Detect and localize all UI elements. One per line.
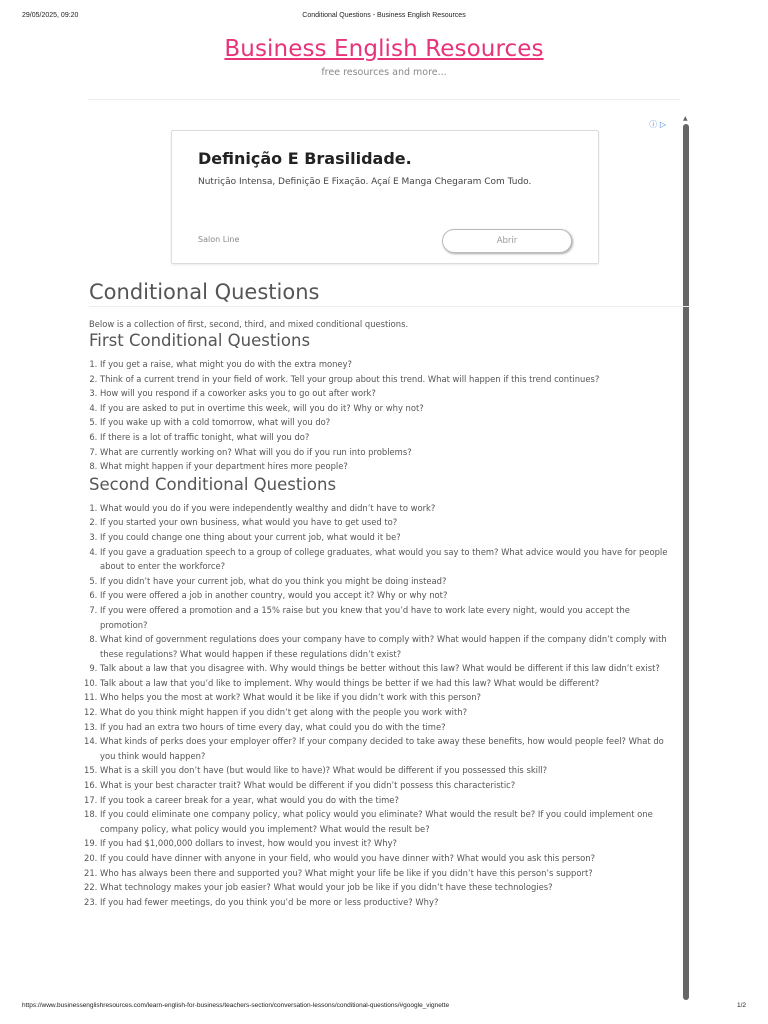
list-item: 18. If you could eliminate one company policy, what policy would you eliminate? What would the result be? If you could implement one company policy, what policy would you implement? What would the result be? <box>100 807 679 836</box>
list-item: 2. Think of a current trend in your field of work. Tell your group about this trend. What will happen if this trend continues? <box>100 372 679 387</box>
list-item: 14. What kinds of perks does your employer offer? If your company decided to take away these benefits, how would people feel? What do you think would happen? <box>100 734 679 763</box>
list-item: 5. If you wake up with a cold tomorrow, what will you do? <box>100 415 679 430</box>
list-item: 3. If you could change one thing about your current job, what would it be? <box>100 530 679 545</box>
list-item: 12. What do you think might happen if you didn’t get along with the people you work with? <box>100 705 679 720</box>
list-item: 8. What might happen if your department hires more people? <box>100 459 679 474</box>
list-item: 3. How will you respond if a coworker asks you to go out after work? <box>100 386 679 401</box>
first-conditional-list <box>89 357 679 474</box>
list-item: 4. If you are asked to put in overtime this week, will you do it? Why or why not? <box>100 401 679 416</box>
list-item: 16. What is your best character trait? What would be different if you didn’t possess this characteristic? <box>100 778 679 793</box>
list-item: 7. What are currently working on? What will you do if you run into problems? <box>100 445 679 460</box>
list-item: 15. What is a skill you don’t have (but would like to have)? What would be different if you possessed this skill? <box>100 763 679 778</box>
list-item: 19. If you had $1,000,000 dollars to invest, how would you invest it? Why? <box>100 836 679 851</box>
title-divider <box>89 306 689 307</box>
ad-headline: Definição E Brasilidade. <box>198 149 412 168</box>
list-item: 23. If you had fewer meetings, do you think you’d be more or less productive? Why? <box>100 895 679 910</box>
scroll-thumb[interactable] <box>683 124 689 1000</box>
article <box>89 276 679 909</box>
list-item: 20. If you could have dinner with anyone in your field, who would you have dinner with? What would you ask this person? <box>100 851 679 866</box>
ad-sponsor: Salon Line <box>198 235 240 244</box>
ad-card[interactable] <box>171 130 599 264</box>
section-heading-first-conditional: First Conditional Questions <box>89 331 311 350</box>
print-doc-title: Conditional Questions - Business English Resources <box>302 12 466 19</box>
intro-text: Below is a collection of first, second, third, and mixed conditional questions. <box>89 319 409 329</box>
list-item: 6. If you were offered a job in another country, would you accept it? Why or why not? <box>100 588 679 603</box>
print-footer <box>22 1002 746 1009</box>
list-item: 8. What kind of government regulations does your company have to comply with? What would happen if the company didn’t comply with these regulations? What would happen if these regulations didn’t exist? <box>100 632 679 661</box>
info-icon[interactable]: ⓘ ▷ <box>649 120 666 129</box>
ad-banner <box>95 116 680 276</box>
list-item: 7. If you were offered a promotion and a 15% raise but you knew that you’d have to work late every night, would you accept the promotion? <box>100 603 679 632</box>
site-title-link[interactable]: Business English Resources <box>224 36 544 62</box>
second-conditional-list <box>89 501 679 910</box>
list-item: 2. If you started your own business, what would you have to get used to? <box>100 515 679 530</box>
list-item: 22. What technology makes your job easier? What would your job be like if you didn’t have these technologies? <box>100 880 679 895</box>
list-item: 13. If you had an extra two hours of time every day, what could you do with the time? <box>100 720 679 735</box>
list-item: 11. Who helps you the most at work? What would it be like if you didn’t work with this person? <box>100 690 679 705</box>
list-item: 17. If you took a career break for a year, what would you do with the time? <box>100 793 679 808</box>
scroll-up-icon[interactable]: ▲ <box>683 115 688 122</box>
site-tagline: free resources and more... <box>321 67 447 78</box>
page-title: Conditional Questions <box>89 280 320 304</box>
list-item: 10. Talk about a law that you’d like to implement. Why would things be better if we had this law? What would be different? <box>100 676 679 691</box>
ad-body-text: Nutrição Intensa, Definição E Fixação. Açaí E Manga Chegaram Com Tudo. <box>198 177 532 187</box>
print-datetime: 29/05/2025, 09:20 <box>22 12 79 19</box>
print-url: https://www.businessenglishresources.com/learn-english-for-business/teachers-section/conversation-lessons/conditional-questions/#google_vignette <box>22 1002 450 1009</box>
list-item: 1. What would you do if you were independently wealthy and didn’t have to work? <box>100 501 679 516</box>
header-divider <box>88 99 680 100</box>
list-item: 9. Talk about a law that you disagree with. Why would things be better without this law? What would be different if this law didn’t exist? <box>100 661 679 676</box>
list-item: 4. If you gave a graduation speech to a group of college graduates, what would you say to them? What advice would you have for people about to enter the workforce? <box>100 545 679 574</box>
section-heading-second-conditional: Second Conditional Questions <box>89 474 337 494</box>
print-page-number: 1/2 <box>736 1002 746 1009</box>
list-item: 21. Who has always been there and supported you? What might your life be like if you didn’t have this person’s support? <box>100 866 679 881</box>
scrollbar[interactable] <box>682 116 690 1000</box>
list-item: 6. If there is a lot of traffic tonight, what will you do? <box>100 430 679 445</box>
list-item: 1. If you get a raise, what might you do with the extra money? <box>100 357 679 372</box>
list-item: 5. If you didn’t have your current job, what do you think you might be doing instead? <box>100 574 679 589</box>
ad-open-button[interactable]: Abrir <box>442 229 572 253</box>
